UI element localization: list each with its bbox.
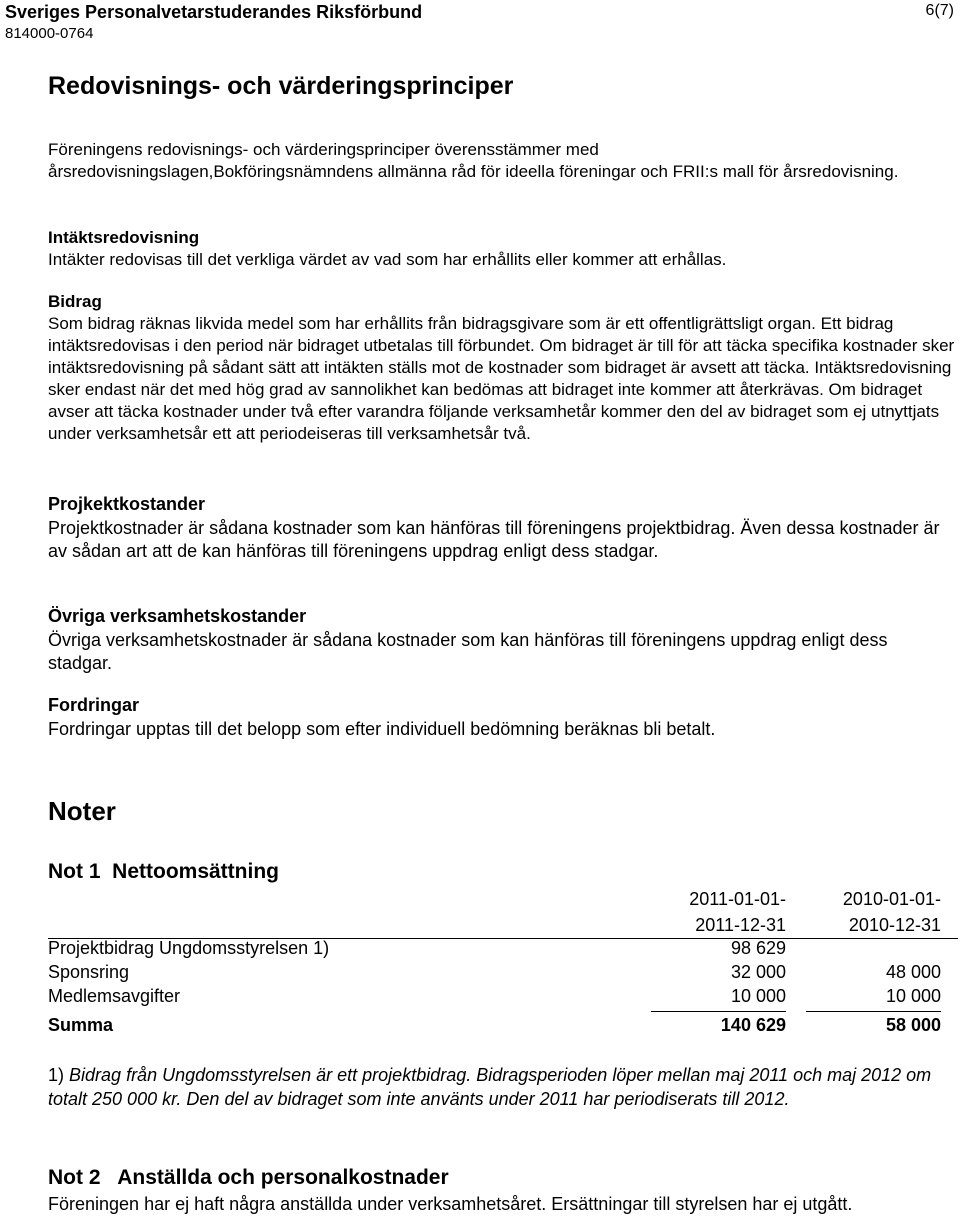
column-header-line: 2011-01-01- bbox=[689, 889, 786, 909]
note2-title: Not 2 Anställda och personalkostnader bbox=[48, 1166, 449, 1189]
table-total-2010: 58 000 bbox=[885, 1015, 941, 1035]
section-heading: Intäktsredovisning bbox=[48, 228, 200, 247]
sum-rule-2010 bbox=[806, 1011, 941, 1012]
table-row-label: Sponsring bbox=[48, 962, 130, 982]
table-row-label: Medlemsavgifter bbox=[48, 986, 181, 1006]
table-cell-2010: 10 000 bbox=[885, 986, 941, 1006]
table-cell-2011: 10 000 bbox=[730, 986, 786, 1006]
section-projektkostnader bbox=[48, 493, 948, 564]
footnote-marker: 1) bbox=[48, 1065, 65, 1085]
section-heading: Projkektkostander bbox=[48, 494, 206, 514]
section-bidrag bbox=[48, 291, 958, 445]
principles-intro: Föreningens redovisnings- och värderingsprinciper överensstämmer med årsredovisningslagen,Bokföringsnämndens allmänna råd för ideella föreningar och FRII:s mall för årsredovisning. bbox=[48, 140, 899, 181]
footnote-text: Bidrag från Ungdomsstyrelsen är ett projektbidrag. Bidragsperioden löper mellan maj 2011 och maj 2012 om totalt 250 000 kr. Den del av bidraget som inte använts under 2011 har periodiserats till 2012. bbox=[48, 1065, 932, 1109]
section-text: Projektkostnader är sådana kostnader som kan hänföras till föreningens projektbidrag. Även dessa kostnader är av sådan art att de kan hänföras till föreningens uppdrag enligt dess stadgar. bbox=[48, 517, 940, 561]
table-total-2011: 140 629 bbox=[720, 1015, 786, 1035]
section-text: Övriga verksamhetskostnader är sådana kostnader som kan hänföras till föreningens uppdrag enligt dess stadgar. bbox=[48, 629, 888, 673]
note2-text: Föreningen har ej haft några anställda under verksamhetsåret. Ersättningar till styrelsen har ej utgått. bbox=[48, 1194, 853, 1214]
section-heading: Övriga verksamhetskostander bbox=[48, 606, 307, 626]
section-text: Som bidrag räknas likvida medel som har erhållits från bidragsgivare som är ett offentligrättsligt organ. Ett bidrag intäktsredovisas i den period när bidraget utbetalas till förbundet. Om bidraget är till för att täcka specifika kostnader sker intäktsredovisning på sådant sätt att intäkten ställs mot de kostnader som bidraget är avsett att täcka. Intäktsredovisning sker endast när det med hög grad av sannolikhet kan bedömas att bidraget inte kommer att återkrävas. Om bidraget avser att täcka kostnader under två efter varandra följande verksamhetår kommer den del av bidraget som ej utnyttjats under verksamhetsår ett att periodeiseras till verksamhetsår två. bbox=[48, 314, 955, 443]
note1-footnote bbox=[48, 1063, 960, 1111]
column-header-2011 bbox=[640, 886, 786, 938]
section-ovriga-verksamhetskostnader bbox=[48, 605, 948, 676]
section-text: Fordringar upptas till det belopp som efter individuell bedömning beräknas bli betalt. bbox=[48, 718, 716, 739]
table-total-label: Summa bbox=[48, 1015, 114, 1035]
section-heading: Bidrag bbox=[48, 292, 102, 311]
organization-number: 814000-0764 bbox=[5, 25, 94, 42]
section-heading: Fordringar bbox=[48, 695, 140, 715]
notes-title: Noter bbox=[48, 796, 116, 826]
section-fordringar bbox=[48, 694, 960, 741]
section-text: Intäkter redovisas till det verkliga värdet av vad som har erhållits eller kommer att erhållas. bbox=[48, 250, 727, 269]
principles-title: Redovisnings- och värderingsprinciper bbox=[48, 72, 514, 100]
sum-rule-2011 bbox=[651, 1011, 786, 1012]
organization-name: Sveriges Personalvetarstuderandes Riksförbund bbox=[5, 2, 423, 22]
table-cell-2010: 48 000 bbox=[885, 962, 941, 982]
column-header-2010 bbox=[796, 886, 941, 938]
column-header-line: 2011-12-31 bbox=[695, 915, 786, 935]
column-header-line: 2010-12-31 bbox=[848, 915, 941, 935]
page-number: 6(7) bbox=[925, 2, 954, 19]
table-row-label: Projektbidrag Ungdomsstyrelsen 1) bbox=[48, 938, 330, 958]
note1-title: Not 1 Nettoomsättning bbox=[48, 860, 279, 883]
table-cell-2011: 98 629 bbox=[730, 938, 786, 958]
section-intaktsredovisning bbox=[48, 227, 960, 271]
column-header-line: 2010-01-01- bbox=[842, 889, 941, 909]
table-cell-2011: 32 000 bbox=[730, 962, 786, 982]
